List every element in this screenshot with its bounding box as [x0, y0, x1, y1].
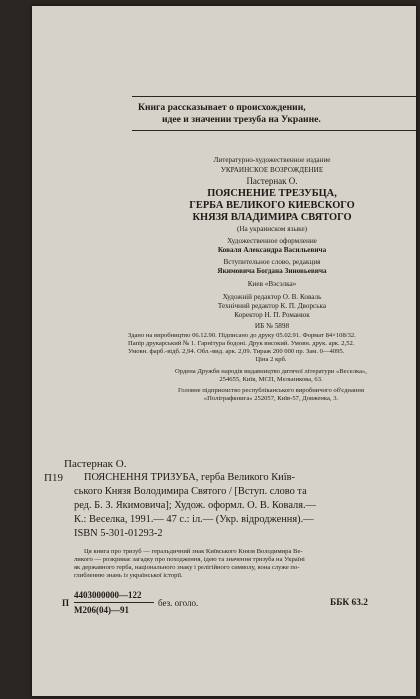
- code-top: 4403000000—122: [74, 590, 142, 600]
- imprint-title-line-3: КНЯЗЯ ВЛАДИМИРА СВЯТОГО: [192, 212, 352, 223]
- printer-line-1: Головне підприємство республіканського виробничого об'єднання: [178, 387, 364, 394]
- code-letter: П: [62, 598, 70, 608]
- catalog-line-1: ПОЯСНЕННЯ ТРИЗУБА, герба Великого Київ-: [84, 472, 295, 483]
- annotation-line: глибленню знань із української історії.: [74, 572, 183, 579]
- summary-top-rule: [132, 96, 416, 97]
- art-design-label: Художественное оформление: [227, 237, 317, 245]
- language-note: (На украинском языке): [236, 225, 308, 233]
- publisher-line-1: Ордена Дружби народів видавництво дитячої літератури «Веселка»,: [175, 368, 367, 375]
- series-name: УКРАИНСКОЕ ВОЗРОЖДЕНИЕ: [220, 166, 324, 174]
- catalog-isbn: ISBN 5-301-01293-2: [74, 528, 163, 539]
- art-design-name: Коваля Александра Васильевича: [217, 246, 327, 254]
- internal-number: ИБ № 5898: [254, 322, 290, 330]
- staff-corrector: Коректор Н. П. Романюк: [234, 311, 310, 319]
- summary-bottom-rule: [132, 130, 416, 131]
- annotation-line: як державного герба, національного знаку і релігійного символу, вона служе по-: [74, 564, 300, 571]
- no-announce: без. оголо.: [158, 598, 199, 608]
- print-detail-line: Папір друкарський № 1. Гарнітура бодоні. Друк високий. Умовн. друк. арк. 2,52.: [128, 340, 355, 347]
- imprint-author: Пастернак О.: [246, 176, 298, 186]
- annotation-line: ликого — розкриває загадку про походження, ідею та значення тризуба на Україні: [74, 556, 305, 563]
- publisher-city: Киев «Вэсэлка»: [247, 280, 297, 288]
- catalog-line-4: К.: Веселка, 1991.— 47 с.: іл.— (Укр. відродження).—: [74, 514, 314, 525]
- code-bottom: М206(04)—91: [74, 605, 129, 615]
- bbk-code: ББК 63.2: [330, 598, 368, 608]
- catalog-index: П19: [44, 472, 63, 484]
- edition-type: Литературно-художественное издание: [213, 156, 331, 164]
- annotation-line: Ця книга про тризуб — геральдичний знак Київського Князя Володимира Ве-: [84, 548, 303, 555]
- summary-line-1: Книга рассказывает о происхождении,: [138, 102, 306, 113]
- publisher-line-2: 254655, Київ, МСП, Мельникова, 63.: [219, 376, 323, 383]
- imprint-title-line-2: ГЕРБА ВЕЛИКОГО КИЕВСКОГО: [189, 200, 355, 211]
- intro-label: Вступительное слово, редакция: [223, 258, 321, 266]
- summary-line-2: идее и значении трезуба на Украине.: [162, 114, 321, 125]
- intro-name: Якимовича Богдана Зиновьевича: [217, 267, 327, 275]
- catalog-line-2: ського Князя Володимира Святого / [Вступ. слово та: [74, 486, 307, 497]
- price: Ціна 2 крб.: [255, 356, 287, 363]
- print-detail-line: Здано на виробництво 06.12.90. Підписано до друку 05.02.91. Формат 84×108/32.: [128, 332, 356, 339]
- code-fraction-bar: [74, 602, 154, 603]
- print-detail-line: Умовн. фарб.-відб. 2,94. Обл.-вид. арк. 2,09. Тираж 200 000 пр. Зам. 0—4095.: [128, 348, 345, 355]
- imprint-title-line-1: ПОЯСНЕНИЕ ТРЕЗУБЦА,: [207, 188, 337, 199]
- catalog-line-3: ред. Б. З. Якимовича]; Худож. оформл. О. В. Коваля.—: [74, 500, 316, 511]
- staff-art-editor: Художній редактор О. В. Коваль: [222, 293, 322, 301]
- catalog-author: Пастернак О.: [64, 458, 127, 470]
- staff-tech-editor: Технічний редактор К. П. Дворська: [217, 302, 327, 310]
- book-page: [32, 6, 416, 696]
- printer-line-2: «Поліграфкнига» 252057, Київ-57, Довженка, 3.: [203, 395, 339, 402]
